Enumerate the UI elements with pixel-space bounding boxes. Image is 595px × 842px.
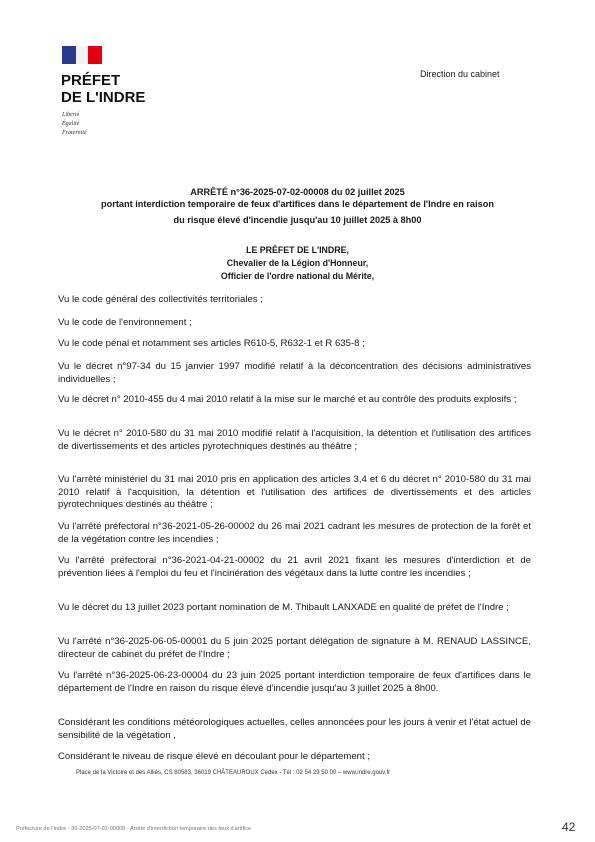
direction-label: Direction du cabinet	[420, 69, 500, 79]
page-number: 42	[562, 820, 576, 834]
prefet-title-line2: DE L'INDRE	[61, 89, 146, 106]
republic-flag-logo	[62, 46, 102, 64]
prefet-title-line1: PRÉFET	[61, 72, 121, 89]
consideration-paragraph: Vu l'arrêté ministériel du 31 mai 2010 pris en application des articles 3,4 et 6 du décret n° 2010-580 du 31 mai 2010 relatif à l'acquisition, la détention et l'utilisation des artifices de divertissements et des articles pyrotechniques destinés au théâtre ;	[58, 474, 531, 510]
consideration-paragraph: Vu l'arrêté n°36-2025-06-23-00004 du 23 juin 2025 portant interdiction temporaire de feux d'artifices dans le département de l'Indre en raison du risque élevé d'incendie jusqu'au 3 juillet 2025 à 8h00.	[58, 670, 531, 694]
authority-line3: Officier de l'ordre national du Mérite,	[220, 271, 375, 281]
motto-fraternite: Fraternité	[62, 130, 87, 136]
consideration-paragraph: Vu le code général des collectivités territoriales ;	[58, 294, 263, 305]
flag-white-band	[76, 46, 88, 64]
decree-title-line1: ARRÊTÉ n°36-2025-07-02-00008 du 02 juillet 2025	[190, 187, 405, 197]
consideration-paragraph: Vu l'arrêté n°36-2025-06-05-00001 du 5 juin 2025 portant délégation de signature à M. RENAUD LASSINCE, directeur de cabinet du préfet de l'Indre ;	[58, 636, 531, 660]
footer-address: Place de la Victoire et des Alliés, CS 80583, 36019 CHÂTEAUROUX Cedex - Tél : 02 54 29 50 00 – www.indre.gouv.fr	[76, 770, 391, 776]
motto-egalite: Égalité	[62, 121, 80, 127]
consideration-paragraph: Vu le décret du 13 juillet 2023 portant nomination de M. Thibault LANXADE en qualité de préfet de l'Indre ;	[58, 602, 509, 613]
consideration-paragraph: Considérant les conditions météorologiques actuelles, celles annoncées pour les jours à venir et l'état actuel de sensibilité de la végétation ,	[58, 717, 531, 741]
bottom-stamp-note: Préfecture de l'Indre - 36-2025-07-02-00008 - Arrêté d'interdiction temporaire des feux d'artifice	[16, 826, 252, 832]
consideration-paragraph: Vu le code de l'environnement ;	[58, 317, 192, 328]
consideration-paragraph: Vu l'arrêté préfectoral n°36-2021-05-26-00002 du 26 mai 2021 cadrant les mesures de protection de la forêt et de la végétation contre les incendies ;	[58, 521, 531, 545]
consideration-paragraph: Vu le décret n° 2010-580 du 31 mai 2010 modifié relatif à l'acquisition, la détention et l'utilisation des artifices de divertissements et des articles pyrotechniques destinés au théâtre ;	[58, 428, 531, 452]
decree-title-line2: portant interdiction temporaire de feux d'artifices dans le département de l'Indre en raison	[101, 199, 494, 209]
authority-line2: Chevalier de la Légion d'Honneur,	[226, 258, 369, 268]
motto-liberte: Liberté	[62, 112, 80, 118]
flag-blue-band	[62, 46, 76, 64]
consideration-paragraph: Considérant le niveau de risque élevé en découlant pour le département ;	[58, 751, 371, 762]
flag-red-band	[88, 46, 102, 64]
consideration-paragraph: Vu le décret n°97-34 du 15 janvier 1997 modifié relatif à la déconcentration des décisions administratives individuelles ;	[58, 361, 531, 385]
decree-title-line3: du risque élevé d'incendie jusqu'au 10 juillet 2025 à 8h00	[173, 215, 422, 225]
consideration-paragraph: Vu l'arrêté préfectoral n°36-2021-04-21-00002 du 21 avril 2021 fixant les mesures d'interdiction et de prévention liées à l'emploi du feu et l'incinération des végétaux dans la lutte contre les incendies ;	[58, 555, 531, 579]
authority-line1: LE PRÉFET DE L'INDRE,	[246, 245, 349, 255]
consideration-paragraph: Vu le décret n° 2010-455 du 4 mai 2010 relatif à la mise sur le marché et au contrôle des produits explosifs ;	[58, 394, 517, 405]
consideration-paragraph: Vu le code pénal et notamment ses articles R610-5, R632-1 et R 635-8 ;	[58, 338, 365, 349]
